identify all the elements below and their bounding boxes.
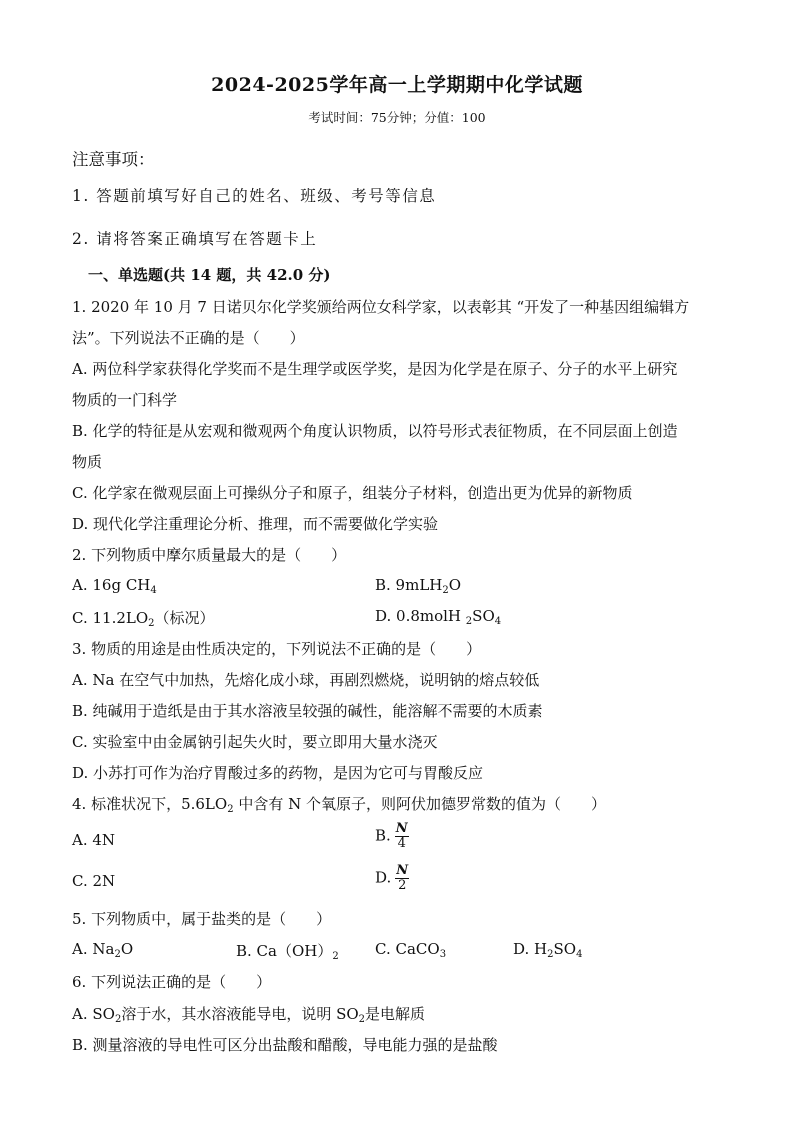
q3-option-c: C. 实验室中由金属钠引起失火时，要立即用大量水浇灭 xyxy=(72,733,438,751)
q2-option-a: A. 16g $CH_4$ xyxy=(72,576,157,596)
q4-option-c: C. 2N xyxy=(72,872,116,890)
note-item: 1. 答题前填写好自己的姓名、班级、考号等信息 xyxy=(72,187,437,205)
q5-stem: 5. 下列物质中，属于盐类的是（ ） xyxy=(72,910,332,928)
q1-option-c: C. 化学家在微观层面上可操纵分子和原子，组装分子材料，创造出更为优异的新物质 xyxy=(72,484,633,502)
q4-stem: 4. 标准状况下，$5.6LO_2$ 中含有 N 个氧原子，则阿伏加德罗常数的值为（ ） xyxy=(72,795,607,815)
q1-option-b-cont: 物质 xyxy=(72,453,103,471)
q5-option-d: D. $H_2SO_4$ xyxy=(513,940,583,960)
q3-option-b: B. 纯碱用于造纸是由于其水溶液呈较强的碱性，能溶解不需要的木质素 xyxy=(72,702,543,720)
exam-title: 2024-2025学年高一上学期期中化学试题 xyxy=(211,74,583,96)
note-item: 2. 请将答案正确填写在答题卡上 xyxy=(72,230,318,248)
q2-option-c: C. $11.2LO_2$（标况） xyxy=(72,609,215,629)
q1-option-b: B. 化学的特征是从宏观和微观两个角度认识物质，以符号形式表征物质，在不同层面上创造 xyxy=(72,422,678,440)
notes-heading: 注意事项： xyxy=(72,150,155,169)
q1-stem: 1. 2020 年 10 月 7 日诺贝尔化学奖颁给两位女科学家，以表彰其 “开发了一种基因组编辑方 xyxy=(72,298,690,316)
q2-option-b: B. 9mLH$_2$O xyxy=(375,576,462,596)
q4-option-a: A. 4N xyxy=(72,831,116,849)
q1-option-a: A. 两位科学家获得化学奖而不是生理学或医学奖，是因为化学是在原子、分子的水平上研究 xyxy=(72,360,678,378)
q1-option-a-cont: 物质的一门科学 xyxy=(72,391,178,409)
q6-stem: 6. 下列说法正确的是（ ） xyxy=(72,973,272,991)
exam-subtitle: 考试时间：75分钟；分值：100 xyxy=(308,110,486,125)
q2-option-d: D. 0.8molH $_2SO_4$ xyxy=(375,607,502,627)
q4-option-b: B. $\frac{N}{4}$ xyxy=(375,821,408,851)
q3-option-d: D. 小苏打可作为治疗胃酸过多的药物，是因为它可与胃酸反应 xyxy=(72,764,484,782)
q5-option-c: C. CaCO$_3$ xyxy=(375,940,447,960)
section-title: 一、单选题(共 14 题，共 42.0 分) xyxy=(88,266,331,284)
q1-option-d: D. 现代化学注重理论分析、推理，而不需要做化学实验 xyxy=(72,515,439,533)
fraction-n-over-4: $\frac{N}{4}$ xyxy=(395,821,408,851)
q5-option-a: A. $Na_2O$ xyxy=(72,940,134,960)
q5-option-b: B. $Ca(OH)_2$ xyxy=(236,942,339,962)
q4-option-d: D. $\frac{N}{2}$ xyxy=(375,863,409,893)
q3-stem: 3. 物质的用途是由性质决定的，下列说法不正确的是（ ） xyxy=(72,640,482,658)
q1-stem-cont: 法”。下列说法不正确的是（ ） xyxy=(72,329,305,347)
fraction-n-over-2: $\frac{N}{2}$ xyxy=(396,863,409,893)
q6-option-b: B. 测量溶液的导电性可区分出盐酸和醋酸，导电能力强的是盐酸 xyxy=(72,1036,498,1054)
q6-option-a: A. $SO_2$溶于水，其水溶液能导电，说明 $SO_2$是电解质 xyxy=(72,1005,426,1025)
q3-option-a: A. Na 在空气中加热，先熔化成小球，再剧烈燃烧，说明钠的熔点较低 xyxy=(72,671,540,689)
q2-stem: 2. 下列物质中摩尔质量最大的是（ ） xyxy=(72,546,347,564)
